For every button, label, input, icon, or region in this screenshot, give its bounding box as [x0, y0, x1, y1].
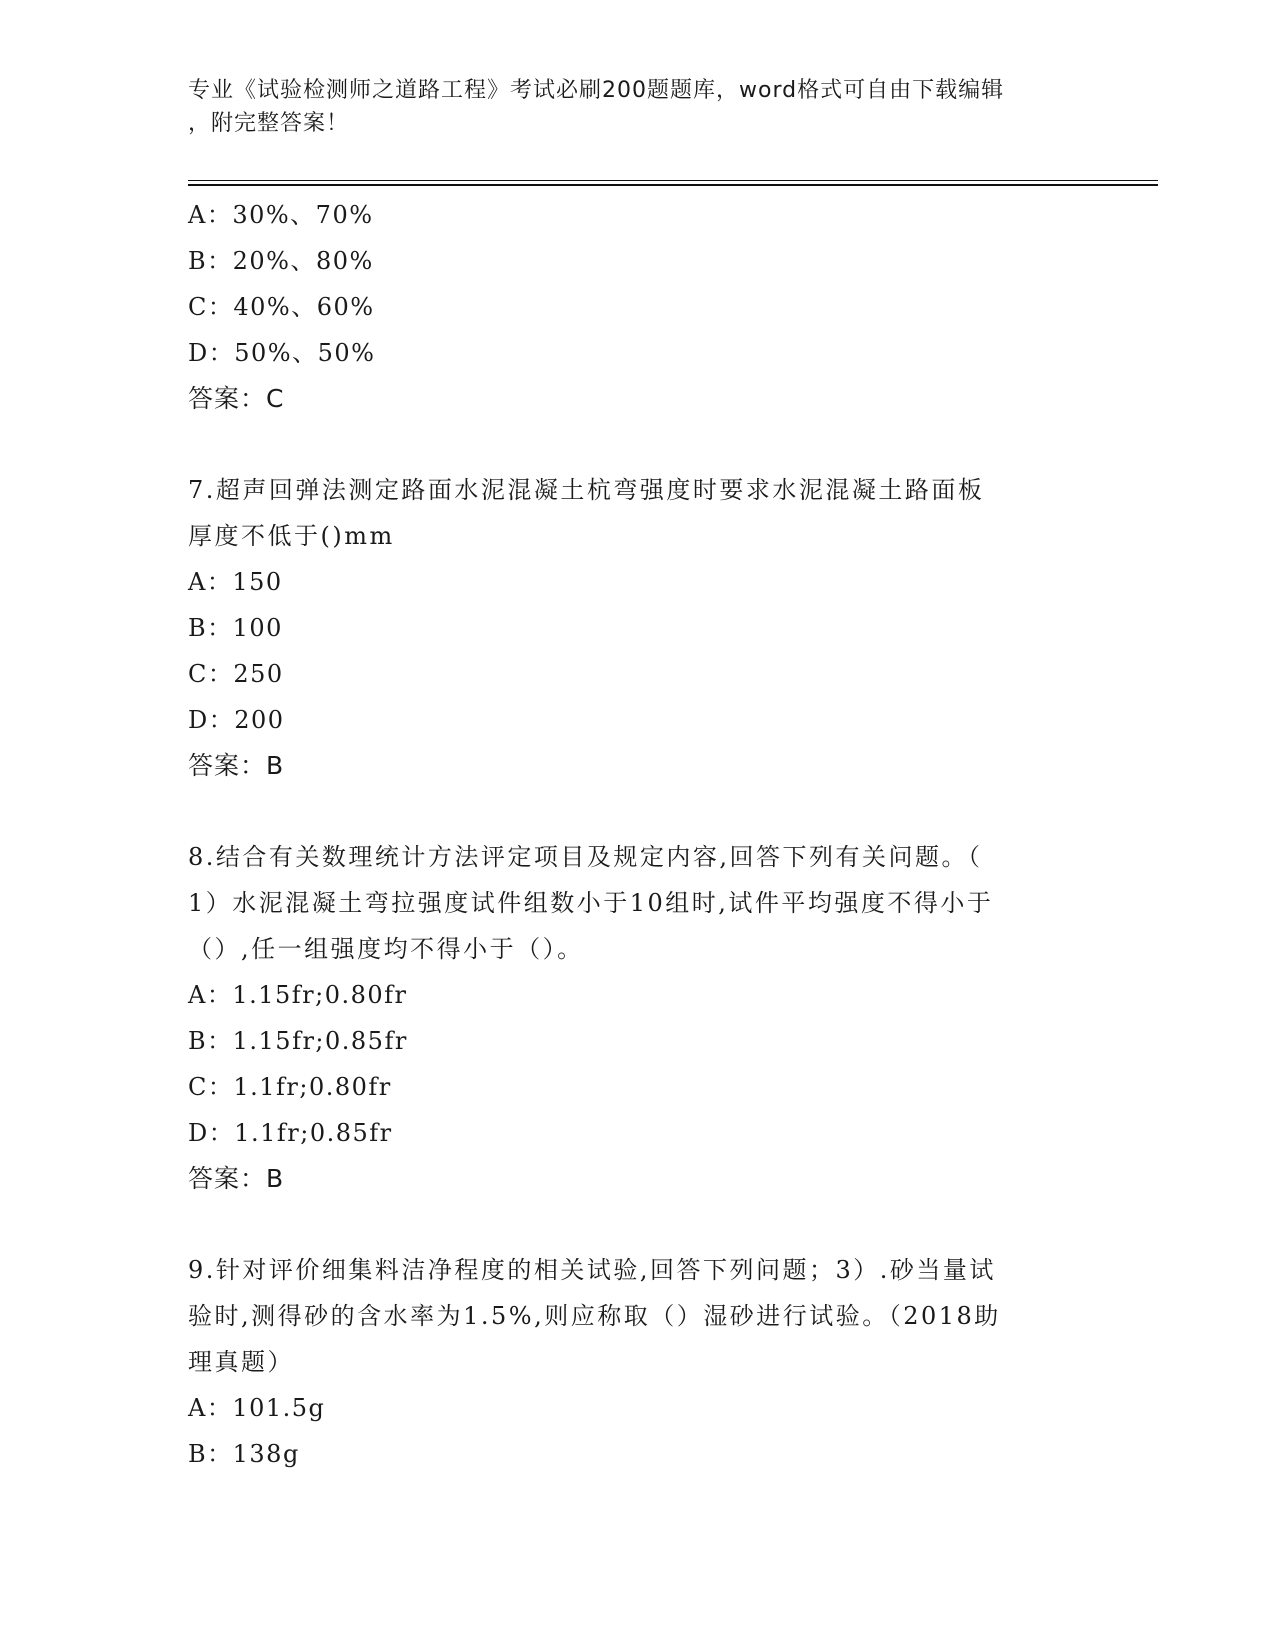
option-a: A：30%、70%	[188, 201, 374, 229]
question-text-line-1: 7.超声回弹法测定路面水泥混凝土杭弯强度时要求水泥混凝土路面板	[188, 476, 985, 504]
question-text-line-2: 验时,测得砂的含水率为1.5%,则应称取（）湿砂进行试验。（2018助	[188, 1302, 1001, 1330]
question-7	[188, 467, 1088, 789]
header-title-line-2: ，附完整答案！	[188, 111, 350, 136]
document-header	[188, 74, 1088, 140]
question-6	[188, 192, 1088, 422]
option-c: C：1.1fr;0.80fr	[188, 1073, 392, 1101]
option-b: B：20%、80%	[188, 247, 374, 275]
header-divider-thick	[188, 184, 1158, 186]
option-a: A：150	[188, 568, 283, 596]
option-b: B：138g	[188, 1440, 300, 1468]
header-title-line-1: 专业《试验检测师之道路工程》考试必刷200题题库，word格式可自由下载编辑	[188, 78, 1005, 103]
option-a: A：1.15fr;0.80fr	[188, 981, 408, 1009]
option-c: C：40%、60%	[188, 293, 375, 321]
question-text-line-1: 8.结合有关数理统计方法评定项目及规定内容,回答下列有关问题。（	[188, 843, 983, 871]
option-b: B：1.15fr;0.85fr	[188, 1027, 408, 1055]
answer: 答案：C	[188, 384, 285, 413]
option-d: D：50%、50%	[188, 339, 376, 367]
option-b: B：100	[188, 614, 283, 642]
question-list	[188, 192, 1088, 1477]
question-text-line-2: 厚度不低于()mm	[188, 522, 395, 550]
question-9	[188, 1247, 1088, 1477]
question-text-line-1: 9.针对评价细集料洁净程度的相关试验,回答下列问题；3）.砂当量试	[188, 1256, 996, 1284]
question-text-line-3: 理真题）	[188, 1348, 294, 1376]
answer: 答案：B	[188, 1164, 285, 1193]
question-8	[188, 834, 1088, 1202]
option-a: A：101.5g	[188, 1394, 326, 1422]
question-text-line-2: 1）水泥混凝土弯拉强度试件组数小于10组时,试件平均强度不得小于	[188, 889, 994, 917]
option-c: C：250	[188, 660, 284, 688]
question-text-line-3: （）,任一组强度均不得小于（）。	[188, 935, 584, 963]
option-d: D：200	[188, 706, 285, 734]
header-divider-thin	[188, 180, 1158, 181]
answer: 答案：B	[188, 751, 285, 780]
option-d: D：1.1fr;0.85fr	[188, 1119, 393, 1147]
